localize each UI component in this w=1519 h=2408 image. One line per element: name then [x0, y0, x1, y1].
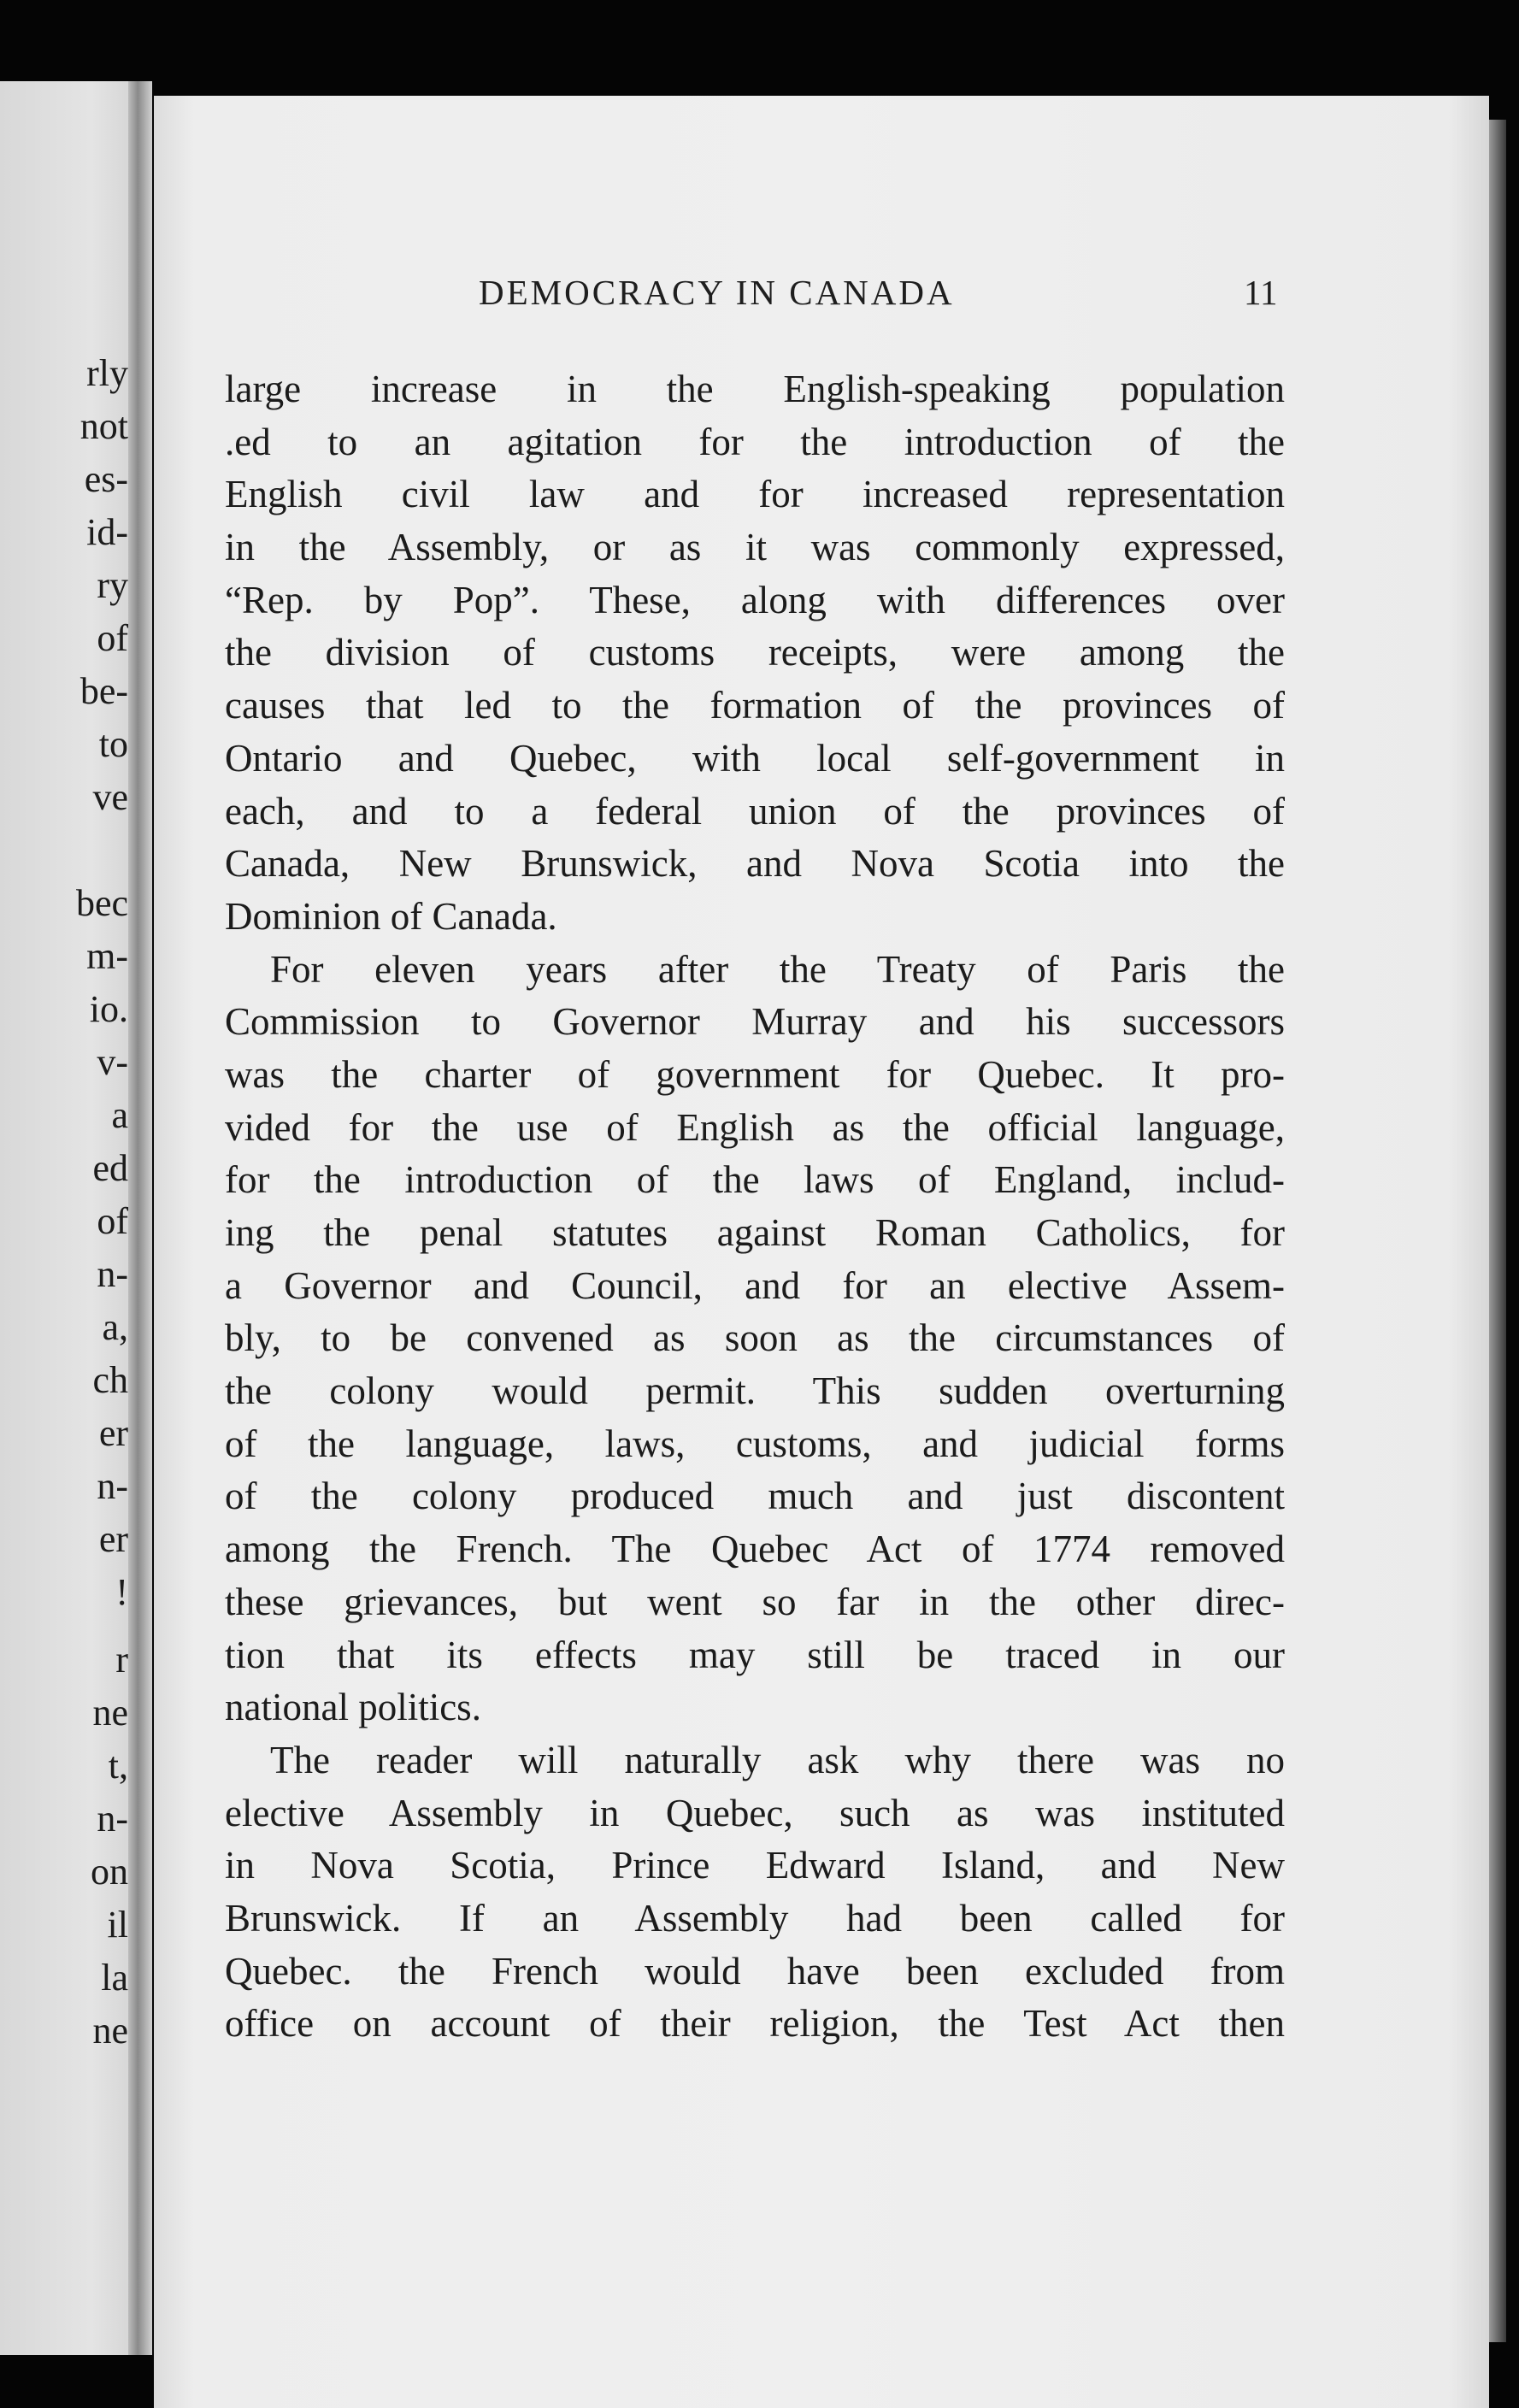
- left-fragment: bec: [75, 882, 128, 924]
- left-fragment: n-: [97, 1253, 128, 1295]
- text-line: vided for the use of English as the official language,: [225, 1105, 1285, 1149]
- text-line: Brunswick. If an Assembly had been called for: [225, 1896, 1285, 1940]
- left-fragment: a: [111, 1094, 128, 1136]
- text-line: English civil law and for increased representation: [225, 473, 1285, 516]
- left-fragment: io.: [89, 988, 128, 1030]
- text-line: Dominion of Canada.: [225, 894, 557, 938]
- text-line: Commission to Governor Murray and his successors: [225, 1000, 1285, 1044]
- left-fragment: m-: [86, 935, 128, 977]
- left-fragment: il: [107, 1904, 128, 1946]
- text-line: each, and to a federal union of the provinces of: [225, 789, 1285, 833]
- left-fragment: ry: [97, 564, 128, 606]
- left-fragment: es-: [84, 458, 128, 500]
- left-fragment: la: [101, 1957, 128, 1999]
- text-line: For eleven years after the Treaty of Paris the: [270, 947, 1285, 991]
- left-fragment: n-: [97, 1465, 128, 1507]
- text-line: tion that its effects may still be traced in our: [225, 1633, 1285, 1676]
- text-line: large increase in the English-speaking population: [225, 368, 1285, 410]
- text-line: in Nova Scotia, Prince Edward Island, and New: [225, 1844, 1285, 1887]
- left-fragment: ed: [92, 1147, 128, 1189]
- text-line: Canada, New Brunswick, and Nova Scotia into the: [225, 842, 1285, 886]
- left-fragment: be-: [79, 670, 128, 712]
- text-line: for the introduction of the laws of England, includ-: [225, 1158, 1285, 1202]
- page-right-edge: [1489, 120, 1506, 2342]
- text-line: The reader will naturally ask why there was no: [270, 1738, 1285, 1781]
- text-line: among the French. The Quebec Act of 1774 removed: [225, 1528, 1285, 1571]
- left-fragment: to: [98, 723, 128, 765]
- left-fragment: a,: [102, 1306, 128, 1348]
- text-line: in the Assembly, or as it was commonly expressed,: [225, 526, 1285, 569]
- left-fragment: id-: [86, 511, 128, 553]
- text-line: Quebec. the French would have been excluded from: [225, 1949, 1285, 1993]
- left-fragment: r: [115, 1639, 128, 1681]
- left-fragment: ve: [92, 776, 128, 818]
- left-fragment: on: [91, 1851, 128, 1893]
- text-line: Ontario and Quebec, with local self-government in: [225, 736, 1285, 780]
- text-line: .ed to an agitation for the introduction of the: [225, 420, 1285, 463]
- body-text: [225, 363, 1285, 2051]
- text-line: of the language, laws, customs, and judicial forms: [225, 1422, 1285, 1465]
- left-fragment: ne: [92, 2010, 128, 2052]
- text-line: national politics.: [225, 1686, 481, 1729]
- text-line: was the charter of government for Quebec. It pro-: [225, 1052, 1285, 1096]
- text-line: a Governor and Council, and for an elective Assem-: [225, 1263, 1285, 1307]
- left-fragment: er: [98, 1518, 128, 1560]
- text-line: these grievances, but went so far in the other direc-: [225, 1580, 1285, 1623]
- text-line: “Rep. by Pop”. These, along with differences over: [225, 578, 1285, 621]
- left-fragment: !: [115, 1571, 128, 1613]
- text-line: office on account of their religion, the Test Act then: [225, 2002, 1285, 2046]
- text-line: ing the penal statutes against Roman Catholics, for: [225, 1211, 1285, 1254]
- text-line: the colony would permit. This sudden overturning: [225, 1369, 1285, 1413]
- left-fragment: n-: [97, 1798, 128, 1840]
- left-fragment: er: [98, 1412, 128, 1454]
- page-number: 11: [1244, 273, 1278, 312]
- left-fragment: v-: [97, 1041, 128, 1083]
- left-fragment: of: [97, 617, 128, 659]
- text-line: causes that led to the formation of the provinces of: [225, 684, 1285, 727]
- left-fragment: not: [79, 405, 128, 447]
- text-line: bly, to be convened as soon as the circumstances of: [225, 1316, 1285, 1360]
- left-fragment: ne: [92, 1692, 128, 1734]
- left-fragment: ch: [92, 1359, 128, 1401]
- text-line: elective Assembly in Quebec, such as was instituted: [225, 1791, 1285, 1834]
- left-fragment: t,: [108, 1745, 128, 1787]
- left-page-text-fragments: [0, 0, 128, 2408]
- text-line: of the colony produced much and just discontent: [225, 1475, 1285, 1518]
- text-line: the division of customs receipts, were among the: [225, 631, 1285, 674]
- left-page-gutter: [128, 81, 152, 2355]
- left-fragment: of: [97, 1200, 128, 1242]
- running-head: DEMOCRACY IN CANADA: [479, 273, 955, 312]
- left-fragment: rly: [86, 352, 128, 394]
